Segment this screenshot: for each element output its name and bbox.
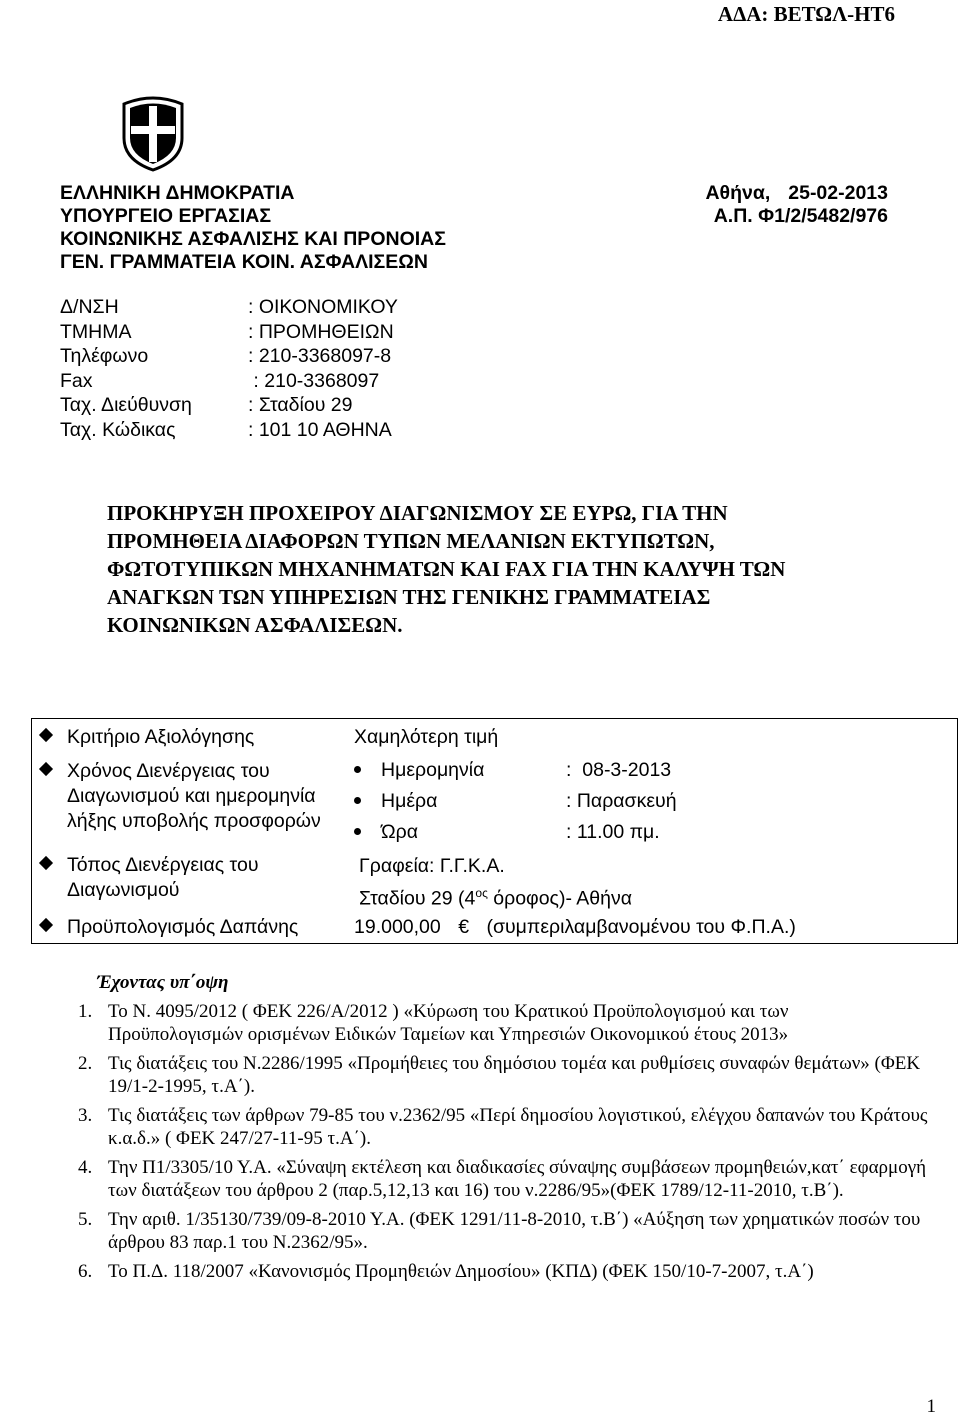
info-value: : Σταδίου 29 — [248, 394, 353, 416]
info-label: ΤΜΗΜΑ — [60, 320, 132, 343]
greek-emblem-icon — [118, 94, 188, 172]
tender-summary-table — [31, 718, 958, 944]
date-protocol — [705, 182, 888, 228]
info-label: Fax — [60, 369, 93, 392]
title-line: ΠΡΟΚΗΡΥΞΗ ΠΡΟΧΕΙΡΟΥ ΔΙΑΓΩΝΙΣΜΟΥ ΣΕ ΕΥΡΩ, ΓΙΑ ΤΗΝ — [107, 501, 728, 525]
info-label: Ταχ. Κώδικας — [60, 418, 176, 441]
bullet-icon — [354, 828, 361, 835]
timing-label-line: Χρόνος Διενέργειας του — [67, 760, 270, 782]
contact-info — [60, 295, 398, 442]
diamond-bullet-icon — [39, 856, 53, 870]
list-item: 5. Την αριθ. 1/35130/739/09-8-2010 Υ.Α. (ΦΕΚ 1291/11-8-2010, τ.Β΄) «Αύξηση των χρηματικών ποσών του άρθρου 83 παρ.1 του Ν.2362/95». — [78, 1209, 921, 1253]
info-value: : ΟΙΚΟΝΟΜΙΚΟΥ — [248, 296, 398, 318]
protocol-number: Α.Π. Φ1/2/5482/976 — [713, 205, 888, 227]
header-line: ΓΕΝ. ΓΡΑΜΜΑΤΕΙΑ ΚΟΙΝ. ΑΣΦΑΛΙΣΕΩΝ — [60, 251, 428, 273]
timing-label-line: λήξης υποβολής προσφορών — [67, 810, 321, 832]
timing-label-line: Διαγωνισμού και ημερομηνία — [67, 785, 316, 807]
header-line: ΥΠΟΥΡΓΕΙΟ ΕΡΓΑΣΙΑΣ — [60, 205, 272, 227]
info-row — [60, 369, 398, 394]
time-item: Ώρα : 11.00 πμ. — [354, 817, 677, 848]
title-line: ΦΩΤΟΤΥΠΙΚΩΝ ΜΗΧΑΝΗΜΑΤΩΝ ΚΑΙ FAX ΓΙΑ ΤΗΝ ΚΑΛΥΨΗ ΤΩΝ — [107, 557, 786, 581]
title-line: ΠΡΟΜΗΘΕΙΑ ΔΙΑΦΟΡΩΝ ΤΥΠΩΝ ΜΕΛΑΝΙΩΝ ΕΚΤΥΠΩΤΩΝ, — [107, 529, 715, 553]
title-line: ΚΟΙΝΩΝΙΚΩΝ ΑΣΦΑΛΙΣΕΩΝ. — [107, 613, 403, 637]
place-office: Γραφεία: Γ.Γ.Κ.Α. — [359, 855, 505, 877]
place-address: Σταδίου 29 ($4^{o\varsigma}$ όροφος)- Αθήνα — [359, 886, 632, 910]
list-item: 3. Τις διατάξεις των άρθρων 79-85 του ν.2362/95 «Περί δημοσίου λογιστικού, ελέγχου δαπανών του Κράτους κ.α.δ.» ( ΦΕΚ 247/27-11-95 τ.Α΄). — [78, 1105, 928, 1149]
euro-icon: € — [458, 916, 470, 938]
city: Αθήνα, — [705, 182, 771, 204]
list-item: 1. Το Ν. 4095/2012 ( ΦΕΚ 226/Α/2012 ) «Κύρωση του Κρατικού Προϋπολογισμού και των Προϋπολογισμών ορισμένων Ειδικών Ταμείων και Υπηρεσιών Οικονομικού έτους 2013» — [78, 1001, 789, 1045]
info-value: : 210-3368097-8 — [248, 345, 392, 367]
issuer-header — [60, 182, 446, 274]
date-item: Ημερομηνία : 08-3-2013 — [354, 755, 677, 786]
document-title — [107, 499, 907, 639]
info-row — [60, 344, 398, 369]
title-line: ΑΝΑΓΚΩΝ ΤΩΝ ΥΠΗΡΕΣΙΩΝ ΤΗΣ ΓΕΝΙΚΗΣ ΓΡΑΜΜΑΤΕΙΑΣ — [107, 585, 711, 609]
page-number: 1 — [926, 1396, 936, 1417]
day-item: Ημέρα : Παρασκευή — [354, 786, 677, 817]
budget-note: (συμπεριλαμβανομένου του Φ.Π.Α.) — [486, 916, 796, 938]
info-label: Ταχ. Διεύθυνση — [60, 394, 192, 416]
info-row — [60, 418, 398, 443]
bullet-icon — [354, 766, 361, 773]
place-label-line: Διαγωνισμού — [67, 879, 180, 901]
budget-label: Προϋπολογισμός Δαπάνης — [67, 916, 299, 938]
info-label: Δ/ΝΣΗ — [60, 296, 119, 318]
section-title: Έχοντας υπ΄οψη — [97, 972, 229, 993]
criterion-label: Κριτήριο Αξιολόγησης — [67, 726, 255, 748]
diamond-bullet-icon — [39, 762, 53, 776]
list-item: 2. Τις διατάξεις του Ν.2286/1995 «Προμήθειες του δημόσιου τομέα και ρυθμίσεις συναφών θεμάτων» (ΦΕΚ 19/1-2-1995, τ.Α΄). — [78, 1053, 921, 1097]
bullet-icon — [354, 797, 361, 804]
diamond-bullet-icon — [39, 918, 53, 932]
date: 25-02-2013 — [788, 182, 888, 204]
info-value: : 101 10 ΑΘΗΝΑ — [248, 418, 392, 441]
list-item: 4. Την Π1/3305/10 Υ.Α. «Σύναψη εκτέλεση και διαδικασίες σύναψης συμβάσεων προμηθειών,κατ΄ εφαρμογή των διατάξεων του άρθρου 2 (παρ.5,12,13 και 16) του ν.2286/95»(ΦΕΚ 1789/12-11-2010, τ.Β΄). — [78, 1157, 927, 1201]
info-row — [60, 320, 398, 345]
info-value: : ΠΡΟΜΗΘΕΙΩΝ — [248, 320, 394, 343]
list-item: 6. Το Π.Δ. 118/2007 «Κανονισμός Προμηθειών Δημοσίου» (ΚΠΔ) (ΦΕΚ 150/10-7-2007, τ.Α΄) — [78, 1261, 814, 1282]
place-label-line: Τόπος Διενέργειας του — [67, 854, 259, 876]
header-line: ΕΛΛΗΝΙΚΗ ΔΗΜΟΚΡΑΤΙΑ — [60, 182, 295, 204]
ada-code: ΑΔΑ: ΒΕΤΩΛ-ΗΤ6 — [717, 2, 895, 26]
considering-section — [78, 971, 928, 1289]
info-row — [60, 393, 398, 418]
diamond-bullet-icon — [39, 728, 53, 742]
criterion-value: Χαμηλότερη τιμή — [354, 726, 499, 748]
header-line: ΚΟΙΝΩΝΙΚΗΣ ΑΣΦΑΛΙΣΗΣ ΚΑΙ ΠΡΟΝΟΙΑΣ — [60, 228, 446, 250]
info-label: Τηλέφωνο — [60, 345, 149, 367]
info-value: : 210-3368097 — [248, 369, 380, 392]
budget-amount: 19.000,00 — [354, 916, 441, 938]
info-row — [60, 295, 398, 320]
